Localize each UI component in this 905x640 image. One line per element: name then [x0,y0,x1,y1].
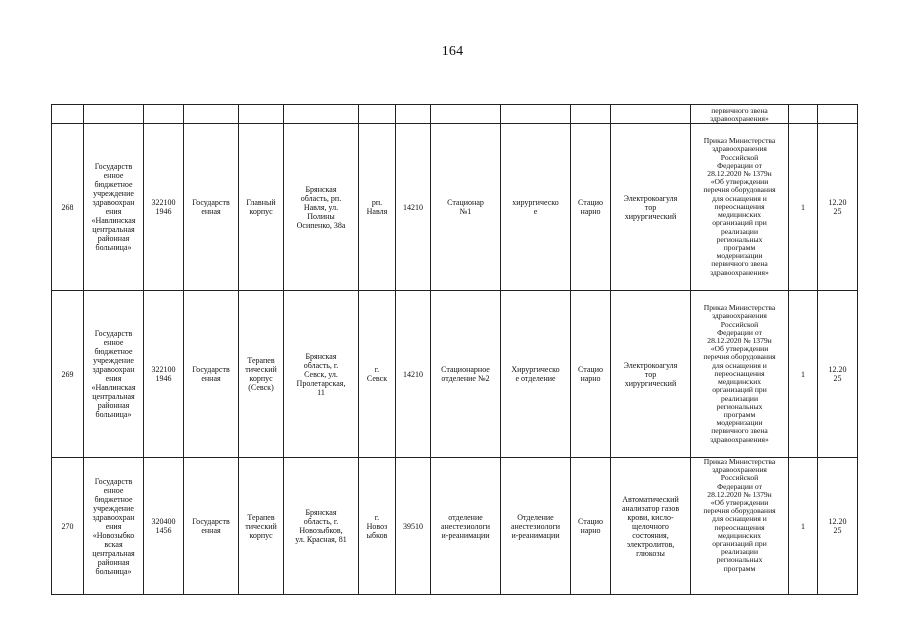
cell-organization-line: центральная [92,225,135,234]
cell-basis-line: медицинских [717,530,762,540]
cell-organization-line: Государств [94,329,133,338]
cell-care-type-line: нарно [580,526,601,535]
cell-ownership-line: Государств [192,365,230,374]
cell-locality [359,124,396,291]
cell-care-type-line: Стацио [578,365,603,374]
cell-care-type [571,105,611,124]
cell-address-line: область, г. [303,517,339,526]
cell-building-line: корпус [249,530,273,540]
cell-quantity: 1 [789,124,818,291]
cell-organization-line: «Навлинская [91,383,136,392]
cell-equipment [611,291,691,458]
table-row [52,458,858,595]
cell-ownership [184,124,239,291]
cell-number: 268 [52,124,84,291]
cell-equipment-line: крови, кисло- [627,512,674,522]
cell-ownership-line: енная [201,374,221,383]
cell-address-line: область, г. [303,360,339,370]
cell-index: 14210 [396,291,431,458]
cell-equipment-line: состояния, [632,530,669,540]
cell-basis-line: здравоохранения» [710,434,769,444]
cell-organization [84,124,144,291]
table-row-carry-over [52,105,858,124]
cell-organization-line: центральная [92,548,135,558]
cell-organization-line: вская [104,539,123,549]
cell-building [239,124,284,291]
cell-basis-line: организаций при [712,385,767,395]
table-row [52,291,858,458]
cell-unit [431,458,501,595]
cell-basis-line: переоснащения [714,368,765,378]
cell-address-line: Брянская [305,508,337,517]
cell-date [818,458,858,595]
cell-building-line: тический [245,365,277,374]
cell-basis [691,124,789,291]
cell-equipment-line: анализатор газов [621,503,680,513]
cell-basis-line: Федерации от [717,327,762,337]
cell-locality-line: ыбков [366,530,388,540]
cell-organization-line: больница» [95,243,132,252]
cell-basis-line: модернизации [716,418,763,428]
cell-date [818,105,858,124]
cell-basis [691,105,789,124]
cell-organization [84,458,144,595]
cell-locality-line: рп. [371,198,383,207]
page-number: 164 [441,44,464,59]
cell-basis-line: для оснащения и [712,360,767,370]
cell-quantity: 1 [789,458,818,595]
cell-number: 270 [52,458,84,595]
cell-address-line: Полины [307,211,335,221]
cell-organization-line: учреждение [93,503,134,513]
cell-quantity: 1 [789,291,818,458]
cell-organization-line: здравоохран [92,365,135,374]
cell-organization-line: «Навлинская [91,216,136,225]
cell-locality-line: Севск [366,374,388,383]
cell-equipment-line: хирургический [624,378,677,388]
cell-date-line: 25 [833,374,842,383]
cell-basis-line: региональных [716,555,763,565]
cell-building [239,458,284,595]
cell-date-line: 12.20 [828,198,847,207]
cell-organization-line: больница» [95,566,132,576]
cell-locality [359,458,396,595]
cell-department-line: е [533,207,538,216]
cell-organization-line: енное [103,171,124,180]
table-row [52,124,858,291]
cell-basis-line: Федерации от [717,160,762,170]
cell-organization-line: енное [103,338,124,347]
cell-building-line: тический [245,521,277,531]
cell-basis-line: региональных [716,401,763,411]
cell-code-line: 322100 [151,198,176,207]
cell-basis-line: 28.12.2020 № 1379н [707,489,772,499]
cell-equipment-line: хирургический [624,211,677,221]
cell-address-line: 11 [317,387,325,397]
cell-address-line: Пролетарская, [296,378,346,388]
cell-department [501,124,571,291]
cell-address-line: Брянская [305,184,337,194]
cell-number: 269 [52,291,84,458]
cell-address [284,105,359,124]
cell-date-line: 12.20 [828,517,847,526]
cell-organization-line: больница» [95,410,132,419]
cell-basis-line: Российской [720,319,759,329]
cell-basis-line: «Об утверждении [710,177,769,187]
cell-equipment [611,458,691,595]
cell-index [396,105,431,124]
cell-department [501,458,571,595]
cell-organization-line: здравоохран [92,512,135,522]
cell-department-line: Отделение [517,512,554,522]
cell-department [501,291,571,458]
cell-basis [691,458,789,595]
cell-code-line: 322100 [151,365,176,374]
cell-department-line: хирургическо [512,198,559,207]
cell-basis-line: Российской [720,473,759,483]
cell-department [501,105,571,124]
cell-unit [431,124,501,291]
cell-basis-line: переоснащения [714,522,765,532]
cell-ownership [184,291,239,458]
cell-basis-line: реализации [720,226,759,236]
cell-address-line: Брянская [305,351,337,361]
cell-address-line: Новозыбков, [299,526,343,535]
cell-date-line: 25 [833,207,842,216]
basis-line: здравоохранения» [710,113,769,123]
cell-organization-line: бюджетное [94,494,133,504]
cell-basis-line: для оснащения и [712,514,767,524]
cell-unit-line: отделение [448,512,483,522]
cell-code [144,291,184,458]
equipment-registry-table [51,104,858,595]
cell-organization-line: ения [105,207,122,216]
cell-number [52,105,84,124]
cell-building-line: корпус [249,374,273,383]
cell-basis-line: региональных [716,234,763,244]
cell-building-line: Терапев [247,512,275,522]
cell-code [144,124,184,291]
cell-equipment-line: электролитов, [626,539,675,549]
cell-organization-line: Государств [94,162,133,171]
cell-date [818,291,858,458]
cell-organization-line: бюджетное [94,347,133,356]
cell-unit-line: №1 [459,207,472,216]
cell-basis-line: организаций при [712,218,767,228]
cell-locality-line: г. [374,365,380,374]
cell-unit-line: и-реанимации [441,530,490,540]
cell-basis-line: перечня оборудования [703,506,776,516]
cell-basis-line: перечня оборудования [703,185,776,195]
cell-date-line: 25 [833,526,842,535]
cell-organization-line: районная [97,557,130,567]
cell-basis-line: 28.12.2020 № 1379н [707,336,772,346]
cell-department-line: анестезиологи [510,521,561,531]
cell-ownership-line: енная [201,207,221,216]
cell-code-line: 320400 [151,517,176,526]
cell-care-type-line: нарно [580,374,601,383]
cell-equipment-line: тор [644,369,657,379]
cell-care-type [571,291,611,458]
cell-equipment [611,105,691,124]
cell-basis-line: Приказ Министерства [703,457,776,466]
cell-basis-line: Приказ Министерства [703,303,776,313]
cell-ownership-line: Государств [192,198,230,207]
cell-organization-line: бюджетное [94,180,133,189]
cell-address-line: Севск, ул. [304,369,338,379]
cell-organization-line: енное [103,485,124,495]
cell-address-line: Осипенко, 38а [296,220,346,230]
cell-index: 14210 [396,124,431,291]
cell-building-line: (Севск) [248,383,274,392]
cell-locality-line: г. [374,512,380,522]
cell-basis-line: Приказ Министерства [703,136,776,146]
cell-code [144,105,184,124]
cell-care-type-line: нарно [580,207,601,216]
cell-basis-line: перечня оборудования [703,352,776,362]
cell-unit-line: анестезиологи [440,521,491,531]
cell-unit-line: Стационар [447,198,484,207]
cell-address [284,458,359,595]
cell-organization [84,105,144,124]
cell-organization-line: ения [105,374,122,383]
cell-date [818,124,858,291]
cell-building-line: Главный [246,198,276,207]
cell-building-line: корпус [249,207,273,216]
cell-basis-line: организаций при [712,539,767,549]
cell-basis-line: «Об утверждении [710,344,769,354]
cell-date-line: 12.20 [828,365,847,374]
cell-care-type-line: Стацио [578,517,603,526]
cell-ownership [184,458,239,595]
cell-locality-line: Навля [366,207,388,216]
cell-basis-line: реализации [720,393,759,403]
cell-address-line: Навля, ул. [303,202,339,212]
cell-basis-line: медицинских [717,377,762,387]
cell-basis-line: модернизации [716,251,763,261]
basis-line: первичного звена [711,105,768,115]
cell-code-line: 1946 [155,207,172,216]
cell-organization-line: здравоохран [92,198,135,207]
cell-ownership-line: енная [201,526,221,535]
cell-quantity [789,105,818,124]
cell-organization-line: ения [105,521,122,531]
cell-index: 39510 [396,458,431,595]
cell-unit [431,105,501,124]
cell-organization-line: «Новозыбко [92,530,135,540]
cell-ownership-line: Государств [192,517,230,526]
cell-basis-line: переоснащения [714,201,765,211]
cell-department-line: е отделение [515,374,556,383]
cell-equipment-line: Электрокоагуля [623,193,678,203]
cell-basis-line: здравоохранения» [710,267,769,277]
cell-care-type [571,124,611,291]
cell-locality-line: Новоз [366,521,388,531]
cell-organization-line: районная [97,401,130,410]
cell-equipment-line: тор [644,202,657,212]
cell-organization [84,291,144,458]
cell-address [284,124,359,291]
cell-basis-line: здравоохранения [712,465,767,475]
cell-organization-line: учреждение [93,356,134,365]
cell-basis-line: для оснащения и [712,193,767,203]
cell-address-line: область, рп. [300,193,342,203]
cell-basis-line: реализации [720,547,759,557]
cell-organization-line: Государств [94,476,133,486]
cell-basis-line: Федерации от [717,481,762,491]
cell-department-line: и-реанимации [511,530,560,540]
cell-code-line: 1456 [155,526,172,535]
cell-unit-line: отделение №2 [441,374,490,383]
cell-basis-line: Российской [720,152,759,162]
cell-basis [691,291,789,458]
cell-basis-line: здравоохранения [712,311,767,321]
cell-building [239,291,284,458]
cell-equipment [611,124,691,291]
cell-locality [359,291,396,458]
cell-equipment-line: Автоматический [622,494,679,504]
cell-building [239,105,284,124]
cell-basis-line: 28.12.2020 № 1379н [707,169,772,179]
cell-unit-line: Стационарное [441,365,490,374]
cell-organization-line: учреждение [93,189,134,198]
cell-basis-line: первичного звена [711,426,768,436]
cell-organization-line: районная [97,234,130,243]
cell-building-line: Терапев [247,356,275,365]
cell-code-line: 1946 [155,374,172,383]
cell-unit [431,291,501,458]
cell-basis-line: «Об утверждении [710,498,769,508]
cell-equipment-line: щелочного [632,521,669,531]
cell-department-line: Хирургическо [511,365,560,374]
cell-basis-line: здравоохранения [712,144,767,154]
cell-basis-line: программ [723,563,756,573]
cell-basis-line: программ [723,242,756,252]
cell-organization-line: центральная [92,392,135,401]
cell-basis-line: программ [723,409,756,419]
cell-address-line: ул. Красная, 81 [295,535,347,544]
cell-address [284,291,359,458]
cell-care-type [571,458,611,595]
cell-equipment-line: Электрокоагуля [623,360,678,370]
cell-equipment-line: глюкозы [636,548,665,558]
cell-ownership [184,105,239,124]
cell-code [144,458,184,595]
cell-basis-line: медицинских [717,210,762,220]
cell-locality [359,105,396,124]
cell-basis-line: первичного звена [711,259,768,269]
cell-care-type-line: Стацио [578,198,603,207]
